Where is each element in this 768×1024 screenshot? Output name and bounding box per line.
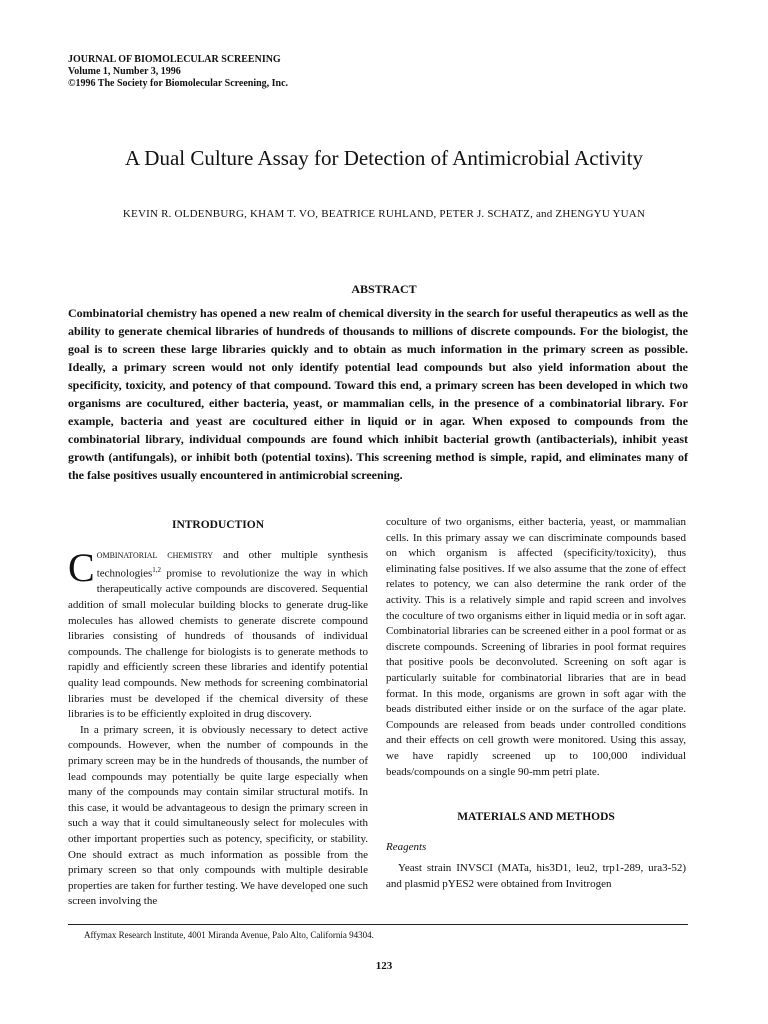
methods-paragraph: Yeast strain INVSCI (MATa, his3D1, leu2, trp1-289, ura3-52) and plasmid pYES2 were obtained from Invitrogen: [386, 862, 686, 890]
footnote-rule: [68, 924, 688, 925]
journal-header: [68, 54, 288, 90]
drop-cap: C: [68, 544, 95, 590]
intro-paragraph-1: [68, 544, 368, 723]
abstract-heading: ABSTRACT: [351, 282, 417, 296]
intro-p1-tail: promise to revolutionize the way in which therapeutically active compounds are discovered. Sequential addition of small molecular building blocks to generate drug-like molecules has allowed chemists to generate discrete compound libraries consisting of hundreds of thousands of individual compounds. The challenge for biologists is to generate methods to rapidly and efficiently screen these libraries and identify potential quality lead compounds. New methods for screening combinatorial libraries must be developed if the chemical diversity of these libraries is to be efficiently exploited in drug discovery.: [68, 567, 368, 721]
left-column: [68, 515, 368, 910]
intro-paragraph-3: coculture of two organisms, either bacteria, yeast, or mammalian cells. In this primary assay we can discriminate compounds based on which organism is affected (specificity/toxicity), thus eliminating false positives. If we also assume that the zone of effect relates to potency, we can also determine the rank order of the activity. This is a relatively simple and rapid screen and involves the coculture of two organisms either in liquid media or in soft agar. Combinatorial libraries can be screened either in a pool format or as discrete compounds. Screening of libraries in pool format requires that positive pools be deconvoluted. Screening on soft agar is particularly suitable for combinatorial libraries that are in bead format. In this mode, organisms are grown in soft agar with the beads distributed either inside or on the surface of the agar plate. Compounds are released from beads under controlled conditions and their effects on cell growth were monitored. Using this assay, we have rapidly screened up to 100,000 individual beads/compounds on a single 90-mm petri plate.: [386, 516, 686, 778]
author-list: KEVIN R. OLDENBURG, KHAM T. VO, BEATRICE RUHLAND, PETER J. SCHATZ, and ZHENGYU YUAN: [122, 208, 646, 220]
journal-name: JOURNAL OF BIOMOLECULAR SCREENING: [68, 54, 281, 65]
intro-lead-smallcaps: ombinatorial chemistry: [96, 548, 214, 561]
citation-superscript: 1,2: [152, 566, 162, 575]
abstract-text: Combinatorial chemistry has opened a new realm of chemical diversity in the search for useful therapeutics as well as the ability to generate chemical libraries of hundreds of thousands to millions of discrete compounds. For the biologist, the goal is to screen these large libraries quickly and to obtain as much information in the primary screen as possible. Ideally, a primary screen would not only identify potential lead compounds but also yield information about the specificity, toxicity, and potency of that compound. Toward this end, a primary screen has been developed in which two organisms are cocultured, either bacteria, yeast, or mammalian cells, in the presence of a combinatorial library. For example, bacteria and yeast are cocultured either in liquid or in agar. When exposed to compounds from the combinatorial library, individual compounds are found which inhibit bacterial growth (antibacterials), inhibit yeast growth (antifungals), or inhibit both (potential toxins). This screening method is simple, rapid, and eliminates many of the false positives usually encountered in antimicrobial screening.: [68, 306, 688, 482]
reagents-subheading: Reagents: [386, 840, 427, 853]
right-column: [386, 515, 686, 892]
intro-p1-rest: and other multiple synthesis technologies: [96, 548, 368, 580]
journal-volume: Volume 1, Number 3, 1996: [68, 66, 181, 77]
methods-heading: MATERIALS AND METHODS: [457, 811, 615, 824]
page-number: 123: [375, 960, 393, 972]
affiliation-footnote: Affymax Research Institute, 4001 Miranda Avenue, Palo Alto, California 94304.: [84, 930, 374, 940]
intro-paragraph-2: In a primary screen, it is obviously necessary to detect active compounds. However, when the number of compounds in the primary screen may be in the hundreds of thousands, the number of lead compounds may potentially be quite large especially when many of the compounds may contain similar structural motifs. In this case, it would be advantageous to design the primary screen in such a way that it could simultaneously select for molecules with other important properties such as potency, specificity, or stability. One should extract as much information as possible from the primary screen so that only compounds with multiple desirable properties are taken for further testing. We have developed one such screen involving the: [68, 723, 368, 908]
introduction-heading: INTRODUCTION: [171, 519, 264, 531]
article-title: A Dual Culture Assay for Detection of Antimicrobial Activity: [125, 146, 643, 170]
journal-copyright: ©1996 The Society for Biomolecular Screening, Inc.: [68, 78, 289, 89]
